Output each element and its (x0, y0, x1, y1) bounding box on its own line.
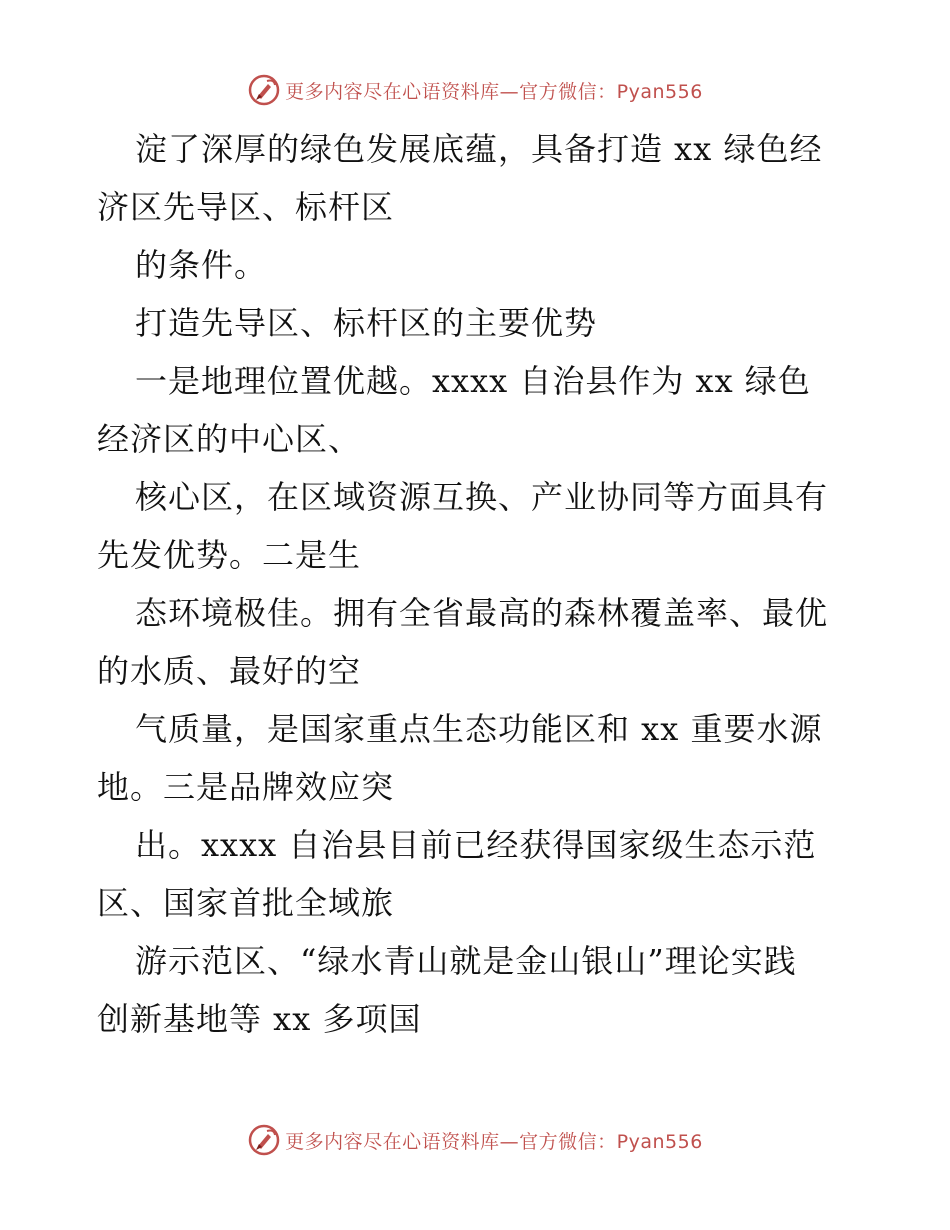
text-line-11: 气质量，是国家重点生态功能区和 xx 重要水源 (135, 710, 823, 748)
text-line-10: 的水质、最好的空 (97, 652, 362, 690)
text-line-8: 先发优势。二是生 (97, 536, 362, 574)
text-line-12: 地。三是品牌效应突 (97, 768, 395, 806)
pen-nib-logo-icon (247, 73, 281, 107)
text-line-13: 出。xxxx 自治县目前已经获得国家级生态示范 (135, 826, 817, 864)
section-heading: 打造先导区、标杆区的主要优势 (135, 304, 598, 342)
footer-banner-text: 更多内容尽在心语资料库—官方微信：Pyan556 (285, 1130, 703, 1153)
text-line-6: 经济区的中心区、 (97, 420, 362, 458)
text-line-9: 态环境极佳。拥有全省最高的森林覆盖率、最优 (135, 594, 829, 632)
text-line-16: 创新基地等 xx 多项国 (97, 1000, 422, 1038)
text-line-3: 的条件。 (135, 246, 268, 284)
header-banner-text: 更多内容尽在心语资料库—官方微信：Pyan556 (285, 80, 703, 103)
header-banner (0, 70, 950, 110)
text-line-2: 济区先导区、标杆区 (97, 188, 395, 226)
pen-nib-logo-icon (247, 1123, 281, 1157)
footer-banner (0, 1120, 950, 1160)
text-line-15: 游示范区、“绿水青山就是金山银山”理论实践 (135, 942, 797, 980)
text-line-14: 区、国家首批全域旅 (97, 884, 395, 922)
text-line-1: 淀了深厚的绿色发展底蕴，具备打造 xx 绿色经 (135, 130, 823, 168)
text-line-5: 一是地理位置优越。xxxx 自治县作为 xx 绿色 (135, 362, 811, 400)
text-line-7: 核心区，在区域资源互换、产业协同等方面具有 (135, 478, 829, 516)
